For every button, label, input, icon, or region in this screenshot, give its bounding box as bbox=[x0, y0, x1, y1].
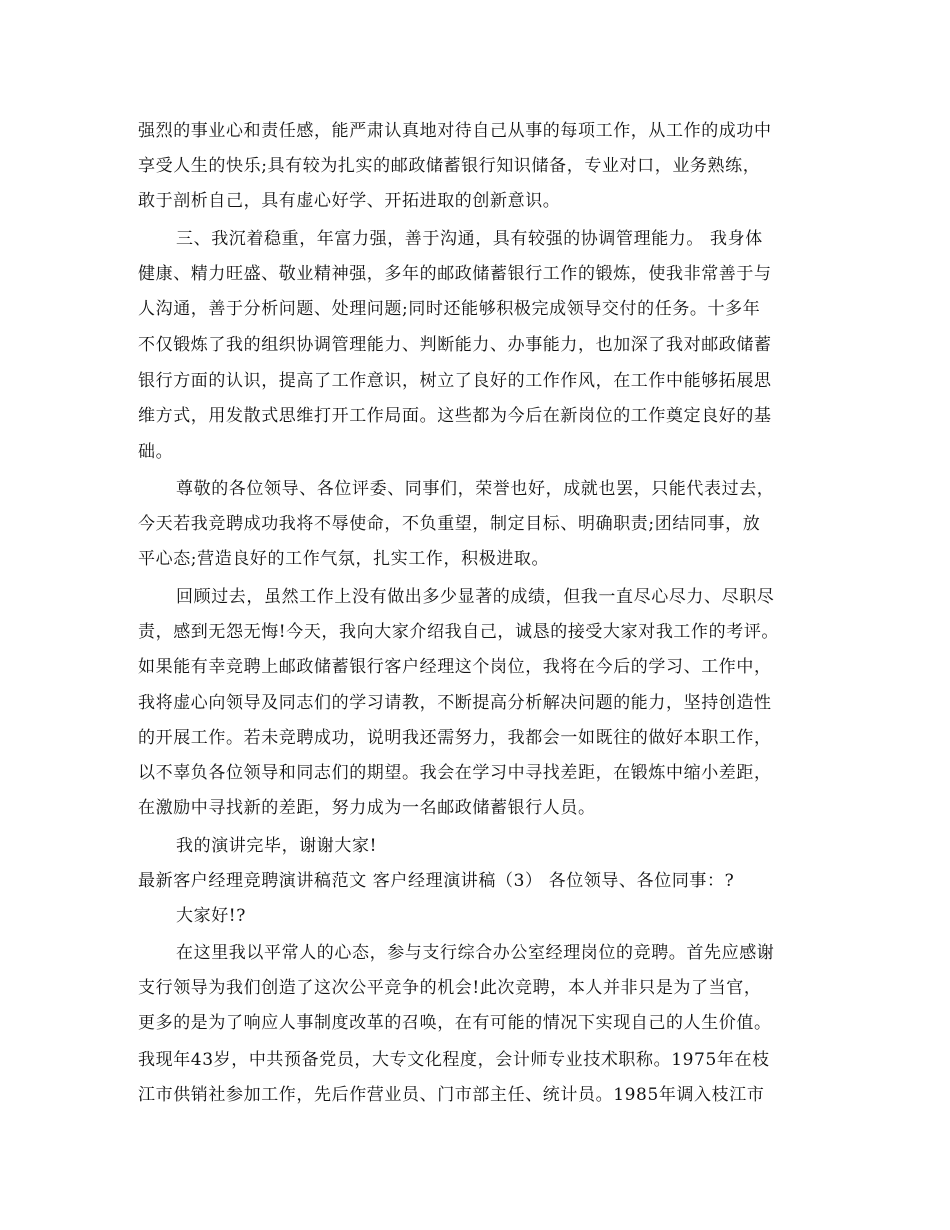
text-line: 回顾过去，虽然工作上没有做出多少显著的成绩，但我一直尽心尽力、尽职尽 bbox=[176, 587, 775, 607]
text-line: 三、我沉着稳重，年富力强，善于沟通，具有较强的协调管理能力。 我身体 bbox=[176, 229, 763, 249]
text-line: 享受人生的快乐;具有较为扎实的邮政储蓄银行知识储备，专业对口，业务熟练， bbox=[138, 156, 761, 176]
text-line: 不仅锻炼了我的组织协调管理能力、判断能力、办事能力，也加深了我对邮政储蓄 bbox=[138, 335, 772, 355]
text-line: 健康、精力旺盛、敬业精神强，多年的邮政储蓄银行工作的锻炼，使我非常善于与 bbox=[138, 264, 772, 284]
text-line: 尊敬的各位领导、各位评委、同事们，荣誉也好，成就也罢，只能代表过去， bbox=[176, 479, 775, 499]
text-line: 的开展工作。若未竞聘成功，说明我还需努力，我都会一如既往的做好本职工作， bbox=[138, 728, 772, 748]
text-line: 支行领导为我们创造了这次公平竞争的机会!此次竞聘，本人并非只是为了当官， bbox=[138, 978, 762, 998]
text-line: 人沟通，善于分析问题、处理问题;同时还能够积极完成领导交付的任务。十多年 bbox=[138, 299, 761, 319]
text-line: 敢于剖析自己，具有虚心好学、开拓进取的创新意识。 bbox=[138, 191, 561, 211]
text-line: 我的演讲完毕，谢谢大家! bbox=[176, 836, 378, 856]
text-line: 我现年43岁，中共预备党员，大专文化程度，会计师专业技术职称。1975年在枝 bbox=[138, 1050, 770, 1070]
text-line: 在这里我以平常人的心态，参与支行综合办公室经理岗位的竞聘。首先应感谢 bbox=[176, 943, 775, 963]
text-line: 以不辜负各位领导和同志们的期望。我会在学习中寻找差距，在锻炼中缩小差距， bbox=[138, 763, 772, 783]
text-line: 如果能有幸竞聘上邮政储蓄银行客户经理这个岗位，我将在今后的学习、工作中， bbox=[138, 657, 772, 677]
text-line: 银行方面的认识，提高了工作意识，树立了良好的工作作风，在工作中能够拓展思 bbox=[138, 371, 772, 391]
text-line: 维方式，用发散式思维打开工作局面。这些都为今后在新岗位的工作奠定良好的基 bbox=[138, 406, 772, 426]
text-line: 责，感到无怨无悔!今天，我向大家介绍我自己，诚恳的接受大家对我工作的考评。 bbox=[138, 622, 780, 642]
section-heading-line: 最新客户经理竞聘演讲稿范文 客户经理演讲稿（3） 各位领导、各位同事：? bbox=[138, 871, 735, 891]
text-line: 今天若我竞聘成功我将不辱使命，不负重望，制定目标、明确职责;团结同事，放 bbox=[138, 514, 761, 534]
text-line: 更多的是为了响应人事制度改革的召唤，在有可能的情况下实现自己的人生价值。 bbox=[138, 1013, 772, 1033]
text-line: 础。 bbox=[138, 442, 174, 462]
text-line: 强烈的事业心和责任感，能严肃认真地对待自己从事的每项工作，从工作的成功中 bbox=[138, 121, 772, 141]
text-line: 平心态;营造良好的工作气氛，扎实工作，积极进取。 bbox=[138, 549, 550, 569]
text-line: 我将虚心向领导及同志们的学习请教，不断提高分析解决问题的能力，坚持创造性 bbox=[138, 693, 772, 713]
text-line: 大家好!? bbox=[176, 906, 246, 926]
text-line: 在激励中寻找新的差距，努力成为一名邮政储蓄银行人员。 bbox=[138, 798, 596, 818]
text-line: 江市供销社参加工作，先后作营业员、门市部主任、统计员。1985年调入枝江市 bbox=[138, 1085, 765, 1105]
